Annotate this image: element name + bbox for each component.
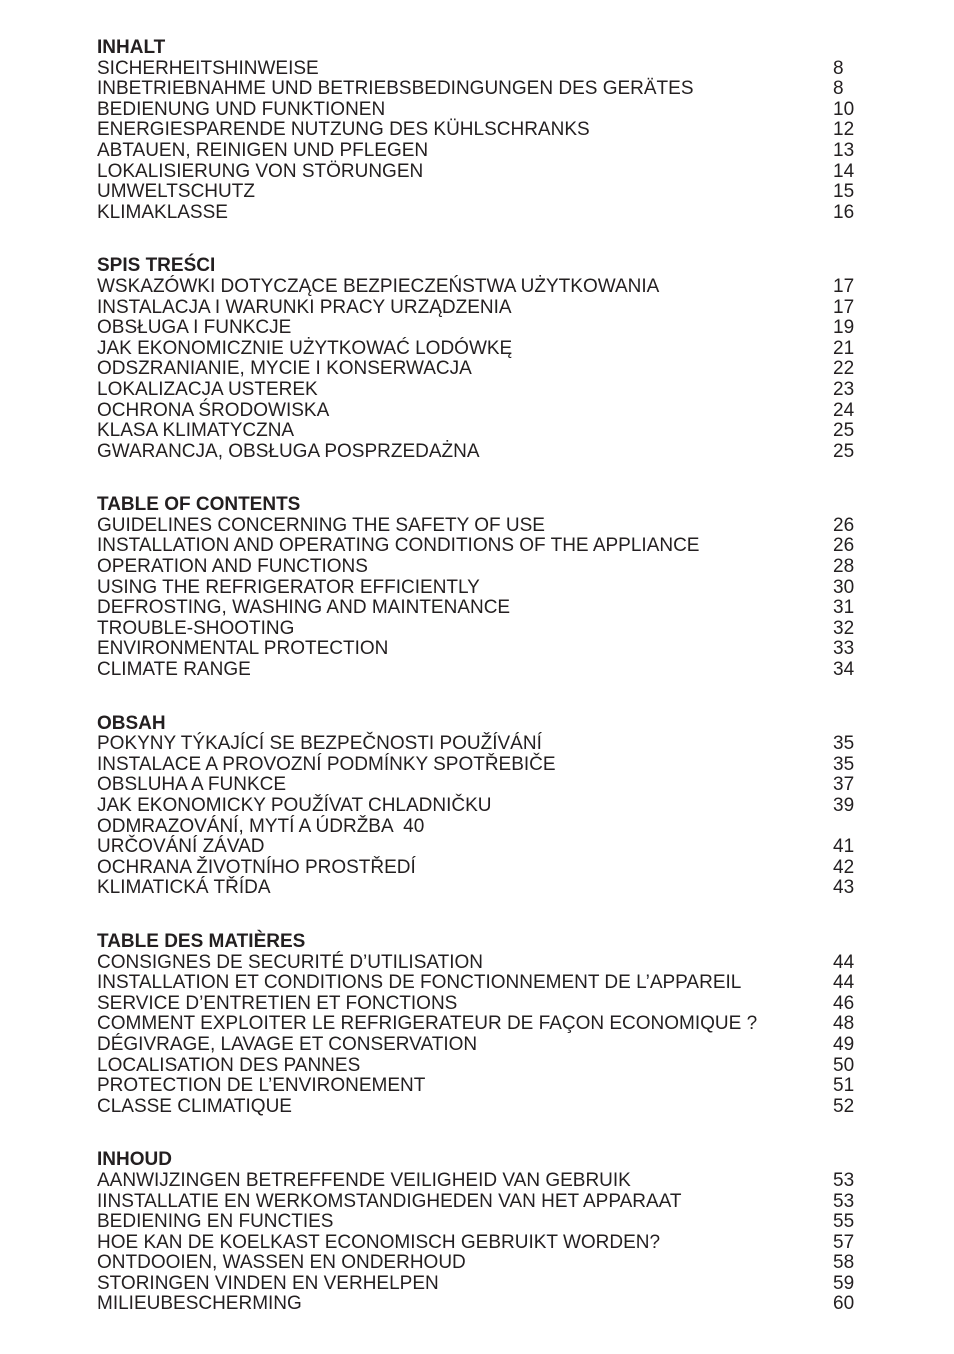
entry-label: USING THE REFRIGERATOR EFFICIENTLY: [97, 576, 480, 598]
toc-entry[interactable]: [97, 755, 857, 776]
toc-entry[interactable]: [97, 1035, 857, 1056]
entry-page-number: 50: [833, 1054, 855, 1076]
toc-entry[interactable]: [97, 141, 857, 162]
section-title: OBSAH: [97, 712, 166, 734]
entry-page-number: 24: [833, 399, 855, 421]
entry-label: PROTECTION DE L’ENVIRONEMENT: [97, 1075, 426, 1097]
toc-entry[interactable]: [97, 598, 857, 619]
entry-page-number: 30: [833, 576, 855, 598]
toc-entry[interactable]: [97, 203, 857, 224]
entry-label: INSTALLATION AND OPERATING CONDITIONS OF THE APPLIANCE: [97, 535, 700, 557]
entry-label: INBETRIEBNAHME UND BETRIEBSBEDINGUNGEN DES GERÄTES: [97, 78, 694, 100]
entry-page-number: 59: [833, 1272, 855, 1294]
entry-label: ONTDOOIEN, WASSEN EN ONDERHOUD: [97, 1252, 466, 1274]
entry-label: ODSZRANIANIE, MYCIE I KONSERWACJA: [97, 358, 472, 380]
entry-page-number: 22: [833, 358, 855, 380]
entry-label: POKYNY TÝKAJÍCÍ SE BEZPEČNOSTI POUŽÍVÁNÍ: [97, 733, 542, 755]
entry-label: TROUBLE-SHOOTING: [97, 617, 295, 639]
entry-page-number: 14: [833, 160, 855, 182]
entry-page-number: 32: [833, 617, 855, 639]
entry-label: LOKALIZACJA USTEREK: [97, 378, 318, 400]
entry-label: JAK EKONOMICKY POUŽÍVAT CHLADNIČKU: [97, 795, 492, 816]
toc-entry[interactable]: [97, 1076, 857, 1097]
toc-entry[interactable]: [97, 359, 857, 380]
toc-entry[interactable]: [97, 1294, 857, 1315]
toc-entry[interactable]: [97, 59, 857, 80]
toc-section-english: [97, 495, 857, 680]
entry-label: SICHERHEITSHINWEISE: [97, 57, 319, 79]
entry-page-number: 23: [833, 378, 855, 400]
toc-entry[interactable]: [97, 578, 857, 599]
entry-label: JAK EKONOMICZNIE UŻYTKOWAĆ LODÓWKĘ: [97, 337, 513, 359]
toc-entry[interactable]: [97, 298, 857, 319]
entry-page-number: 39: [833, 795, 855, 816]
toc-entry[interactable]: [97, 1056, 857, 1077]
toc-entry[interactable]: [97, 536, 857, 557]
toc-section-czech: [97, 714, 857, 899]
entry-page-number: 34: [833, 659, 855, 681]
toc-entry[interactable]: [97, 557, 857, 578]
entry-label: LOCALISATION DES PANNES: [97, 1054, 361, 1076]
entry-page-number: 25: [833, 440, 855, 462]
toc-entry[interactable]: [97, 734, 857, 755]
entry-label: STORINGEN VINDEN EN VERHELPEN: [97, 1272, 439, 1294]
toc-entry[interactable]: [97, 775, 857, 796]
entry-page-number: 13: [833, 139, 855, 161]
entry-page-number: 57: [833, 1231, 855, 1253]
entry-label: GWARANCJA, OBSŁUGA POSPRZEDAŻNA: [97, 440, 480, 462]
section-title: SPIS TREŚCI: [97, 255, 216, 277]
section-title: TABLE DES MATIÈRES: [97, 930, 306, 952]
entry-label: ODMRAZOVÁNÍ, MYTÍ A ÚDRŽBA 40: [97, 815, 425, 837]
entry-page-number: 48: [833, 1013, 855, 1035]
entry-label: OPERATION AND FUNCTIONS: [97, 556, 368, 578]
entry-page-number: 8: [833, 57, 844, 79]
entry-page-number: 17: [833, 296, 855, 318]
toc-entry[interactable]: [97, 421, 857, 442]
entry-page-number: 25: [833, 420, 855, 442]
toc-entry[interactable]: [97, 973, 857, 994]
toc-entry[interactable]: [97, 401, 857, 422]
toc-entry[interactable]: [97, 619, 857, 640]
entry-page-number: 33: [833, 638, 855, 660]
entry-page-number: 51: [833, 1075, 855, 1097]
entry-page-number: 35: [833, 753, 855, 775]
entry-label: DEFROSTING, WASHING AND MAINTENANCE: [97, 597, 511, 619]
entry-page-number: 35: [833, 733, 855, 755]
entry-page-number: 28: [833, 556, 855, 578]
toc-entry[interactable]: [97, 837, 857, 858]
section-title: TABLE OF CONTENTS: [97, 494, 301, 516]
entry-label: KLIMAKLASSE: [97, 201, 228, 223]
entry-label: OBSLUHA A FUNKCE: [97, 774, 287, 796]
entry-page-number: 58: [833, 1252, 855, 1274]
entry-page-number: 55: [833, 1211, 855, 1233]
section-title: INHOUD: [97, 1149, 172, 1171]
toc-entry[interactable]: [97, 380, 857, 401]
toc-entry[interactable]: [97, 953, 857, 974]
toc-entry[interactable]: [97, 1192, 857, 1213]
toc-entry[interactable]: [97, 1212, 857, 1233]
toc-entry[interactable]: [97, 516, 857, 537]
toc-entry[interactable]: [97, 1274, 857, 1295]
entry-label: ENERGIESPARENDE NUTZUNG DES KÜHLSCHRANKS: [97, 119, 590, 141]
toc-section-dutch: [97, 1150, 857, 1315]
entry-label: CLIMATE RANGE: [97, 659, 251, 681]
entry-page-number: 44: [833, 972, 855, 994]
entry-page-number: 26: [833, 514, 855, 536]
entry-label: URČOVÁNÍ ZÁVAD: [97, 836, 265, 858]
entry-label: BEDIENING EN FUNCTIES: [97, 1211, 334, 1233]
toc-entry[interactable]: [97, 1233, 857, 1254]
entry-label: OBSŁUGA I FUNKCJE: [97, 317, 292, 339]
entry-page-number: 26: [833, 535, 855, 557]
entry-label: MILIEUBESCHERMING: [97, 1293, 302, 1315]
entry-page-number: 49: [833, 1033, 855, 1055]
toc-entry[interactable]: [97, 162, 857, 183]
toc-entry[interactable]: [97, 1014, 857, 1035]
toc-entry[interactable]: [97, 817, 857, 838]
toc-entry[interactable]: [97, 1171, 857, 1192]
toc-entry[interactable]: [97, 660, 857, 681]
entry-page-number: 17: [833, 275, 855, 297]
entry-label: OCHRONA ŚRODOWISKA: [97, 399, 330, 421]
table-of-contents-page: [97, 38, 857, 1348]
entry-label: SERVICE D’ENTRETIEN ET FONCTIONS: [97, 992, 458, 1014]
entry-label: HOE KAN DE KOELKAST ECONOMISCH GEBRUIKT WORDEN?: [97, 1231, 661, 1253]
toc-entry[interactable]: [97, 639, 857, 660]
entry-label: DÉGIVRAGE, LAVAGE ET CONSERVATION: [97, 1033, 478, 1055]
entry-label: WSKAZÓWKI DOTYCZĄCE BEZPIECZEŃSTWA UŻYTKOWANIA: [97, 275, 660, 297]
entry-page-number: 21: [833, 337, 855, 359]
toc-section-french: [97, 932, 857, 1117]
entry-label: AANWIJZINGEN BETREFFENDE VEILIGHEID VAN GEBRUIK: [97, 1169, 631, 1191]
toc-entry[interactable]: [97, 1253, 857, 1274]
entry-page-number: 42: [833, 856, 855, 878]
entry-page-number: 8: [833, 78, 844, 100]
section-title: INHALT: [97, 37, 166, 58]
entry-label: BEDIENUNG UND FUNKTIONEN: [97, 98, 386, 120]
entry-label: CLASSE CLIMATIQUE: [97, 1095, 292, 1117]
entry-page-number: 46: [833, 992, 855, 1014]
toc-section-german: [97, 38, 857, 223]
toc-entry[interactable]: [97, 120, 857, 141]
entry-page-number: 31: [833, 597, 855, 619]
entry-label: GUIDELINES CONCERNING THE SAFETY OF USE: [97, 514, 545, 536]
entry-page-number: 53: [833, 1169, 855, 1191]
entry-label: KLASA KLIMATYCZNA: [97, 420, 295, 442]
toc-entry[interactable]: [97, 1097, 857, 1118]
toc-entry[interactable]: [97, 878, 857, 899]
toc-entry[interactable]: [97, 277, 857, 298]
entry-page-number: 19: [833, 317, 855, 339]
entry-label: INSTALACJA I WARUNKI PRACY URZĄDZENIA: [97, 296, 512, 318]
entry-label: COMMENT EXPLOITER LE REFRIGERATEUR DE FAÇON ECONOMIQUE ?: [97, 1013, 758, 1035]
entry-page-number: 43: [833, 877, 855, 899]
entry-page-number: 41: [833, 836, 855, 858]
entry-label: UMWELTSCHUTZ: [97, 181, 255, 203]
entry-page-number: 10: [833, 98, 855, 120]
entry-label: LOKALISIERUNG VON STÖRUNGEN: [97, 160, 424, 182]
entry-page-number: 53: [833, 1190, 855, 1212]
entry-page-number: 15: [833, 181, 855, 203]
entry-label: ABTAUEN, REINIGEN UND PFLEGEN: [97, 139, 429, 161]
entry-page-number: 12: [833, 119, 855, 141]
entry-label: CONSIGNES DE SECURITÉ D’UTILISATION: [97, 951, 484, 973]
entry-page-number: 44: [833, 951, 855, 973]
toc-entry[interactable]: [97, 318, 857, 339]
entry-label: KLIMATICKÁ TŘÍDA: [97, 877, 271, 899]
toc-entry[interactable]: [97, 100, 857, 121]
toc-entry[interactable]: [97, 994, 857, 1015]
entry-label: INSTALLATION ET CONDITIONS DE FONCTIONNEMENT DE L’APPAREIL: [97, 972, 742, 994]
toc-entry[interactable]: [97, 442, 857, 463]
entry-label: INSTALACE A PROVOZNÍ PODMÍNKY SPOTŘEBIČE: [97, 753, 556, 775]
toc-section-polish: [97, 256, 857, 462]
entry-page-number: 37: [833, 774, 855, 796]
entry-page-number: 60: [833, 1293, 855, 1315]
toc-entry[interactable]: [97, 339, 857, 360]
entry-page-number: 52: [833, 1095, 855, 1117]
toc-entry[interactable]: [97, 182, 857, 203]
entry-page-number: 16: [833, 201, 855, 223]
entry-label: OCHRANA ŽIVOTNÍHO PROSTŘEDÍ: [97, 856, 416, 878]
entry-label: ENVIRONMENTAL PROTECTION: [97, 638, 389, 660]
entry-label: IINSTALLATIE EN WERKOMSTANDIGHEDEN VAN HET APPARAAT: [97, 1190, 682, 1212]
toc-entry[interactable]: [97, 796, 857, 817]
toc-entry[interactable]: [97, 858, 857, 879]
toc-entry[interactable]: [97, 79, 857, 100]
